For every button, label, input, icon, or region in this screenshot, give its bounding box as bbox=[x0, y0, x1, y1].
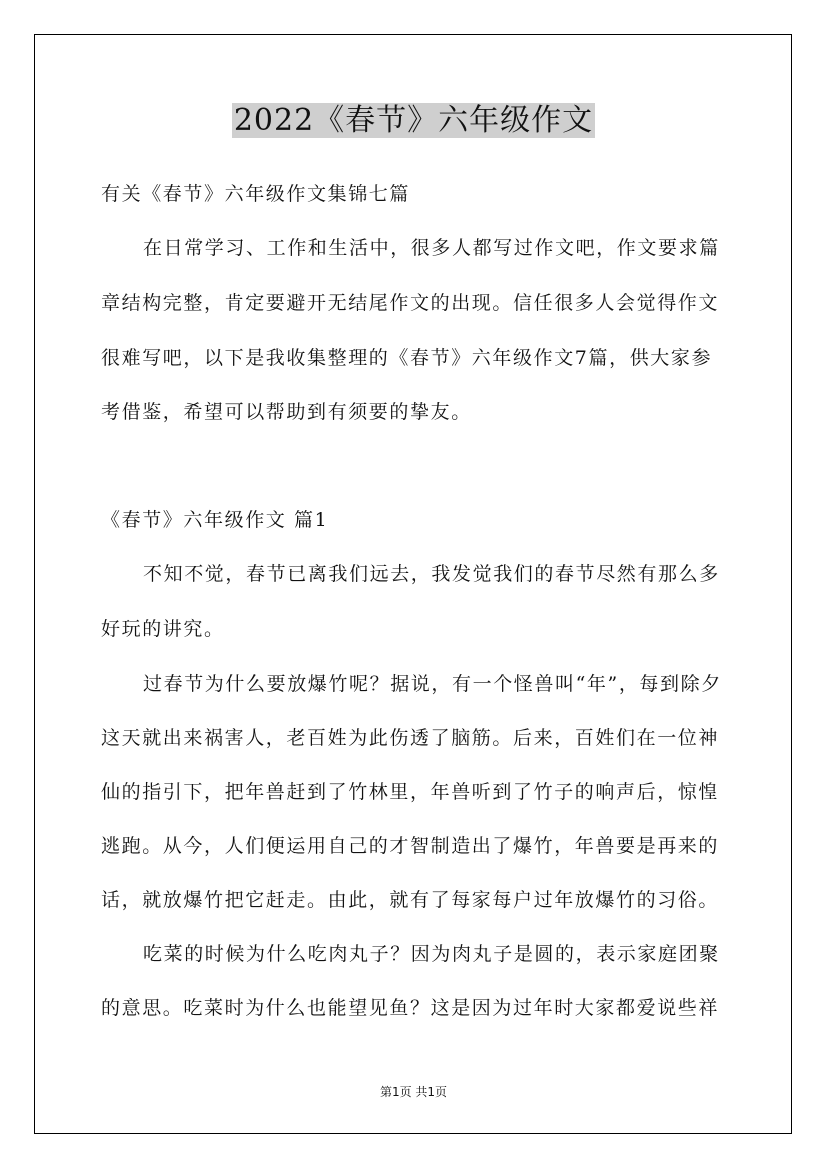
paragraph-line: 吃菜的时候为什么吃肉丸子？因为肉丸子是圆的，表示家庭团聚 bbox=[143, 943, 720, 965]
paragraph-line: 好玩的讲究。 bbox=[101, 618, 225, 640]
paragraph-line: 的意思。吃菜时为什么也能望见鱼？这是因为过年时大家都爱说些祥 bbox=[101, 997, 720, 1019]
paragraph-line: 过春节为什么要放爆竹呢？据说，有一个怪兽叫“年”，每到除夕 bbox=[143, 673, 722, 695]
paragraph-line: 这天就出来祸害人，老百姓为此伤透了脑筋。后来，百姓们在一位神 bbox=[101, 727, 720, 749]
paragraph-line: 仙的指引下，把年兽赶到了竹林里，年兽听到了竹子的响声后，惊惶 bbox=[101, 781, 720, 803]
intro-line: 考借鉴，希望可以帮助到有须要的挚友。 bbox=[101, 401, 472, 423]
paragraph-line: 逃跑。从今，人们便运用自己的才智制造出了爆竹，年兽要是再来的 bbox=[101, 835, 720, 857]
paragraph-line: 话，就放爆竹把它赶走。由此，就有了每家每户过年放爆竹的习俗。 bbox=[101, 889, 720, 911]
document-title: 2022《春节》六年级作文 bbox=[233, 103, 594, 138]
page-number: 第1页 共1页 bbox=[379, 1085, 448, 1099]
intro-line: 章结构完整，肯定要避开无结尾作文的出现。信任很多人会觉得作文 bbox=[101, 292, 720, 314]
intro-line: 很难写吧，以下是我收集整理的《春节》六年级作文7篇，供大家参 bbox=[101, 347, 713, 369]
paragraph-line: 不知不觉，春节已离我们远去，我发觉我们的春节尽然有那么多 bbox=[143, 563, 720, 585]
document-subtitle: 有关《春节》六年级作文集锦七篇 bbox=[101, 183, 411, 205]
intro-line: 在日常学习、工作和生活中，很多人都写过作文吧，作文要求篇 bbox=[143, 237, 720, 259]
section-heading: 《春节》六年级作文 篇1 bbox=[101, 509, 329, 531]
